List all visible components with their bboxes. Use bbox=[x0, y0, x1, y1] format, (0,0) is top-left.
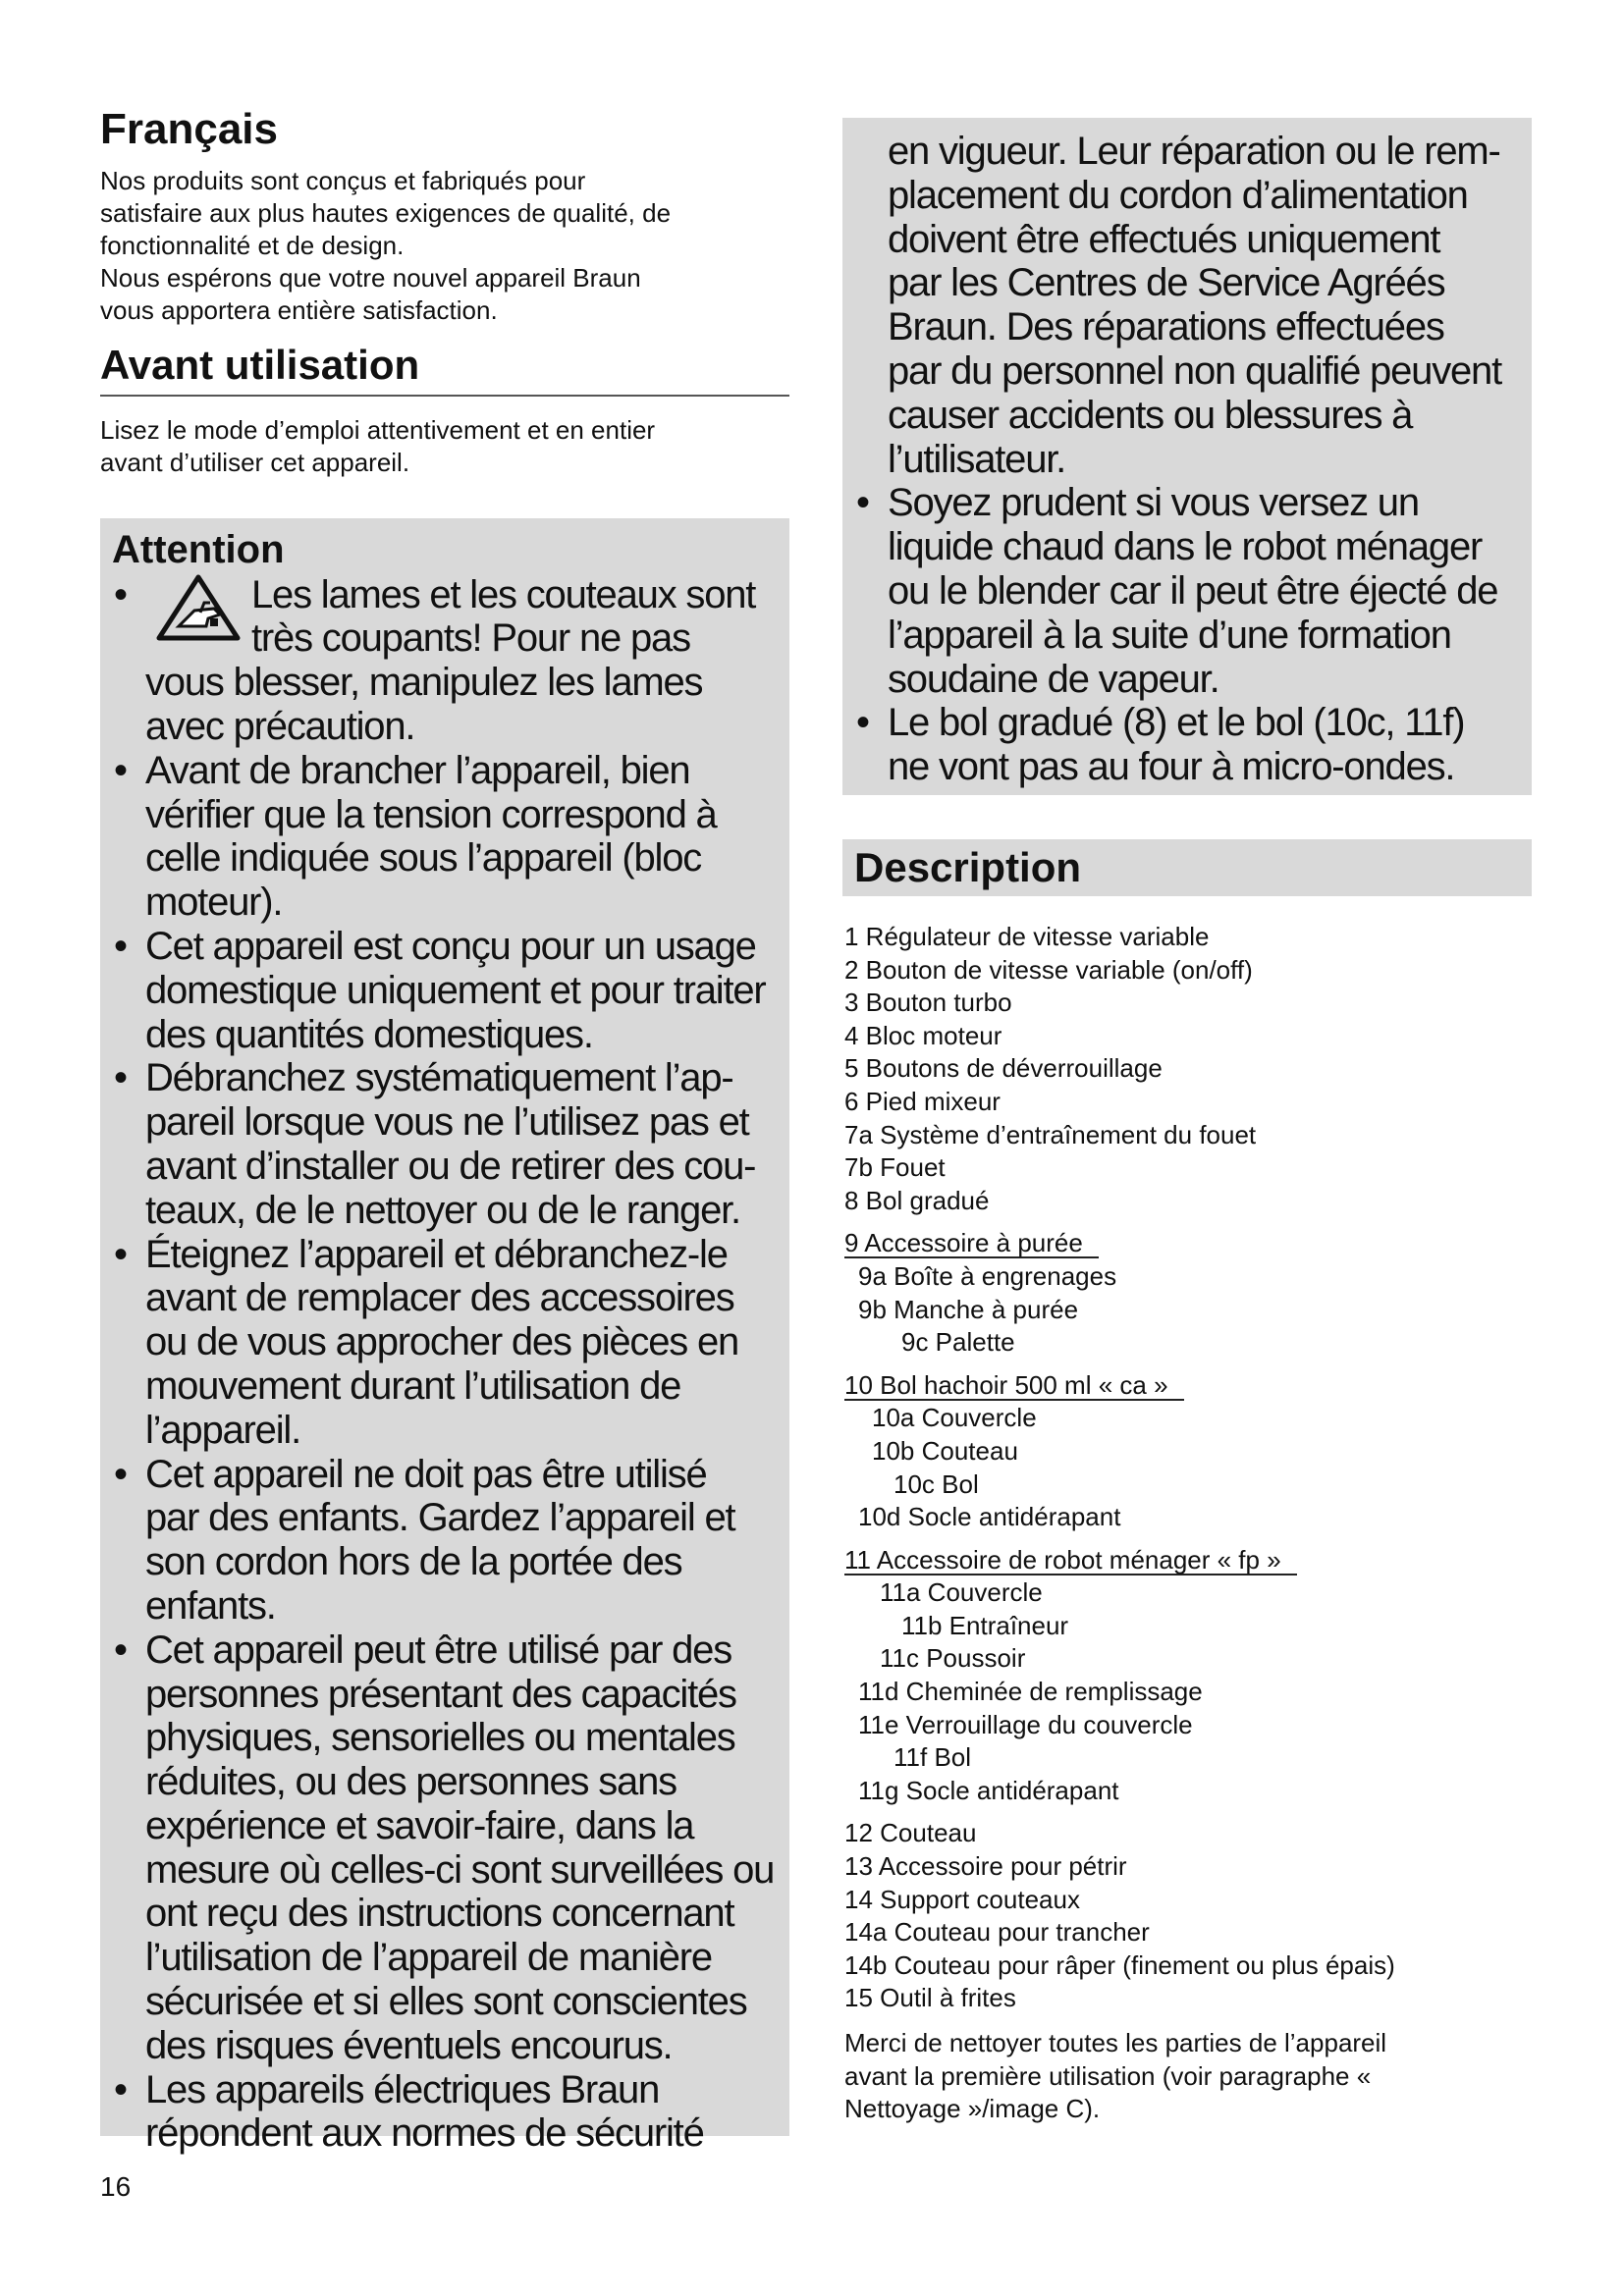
page-number: 16 bbox=[100, 2171, 132, 2202]
list-item: 11e Verrouillage du couvercle bbox=[858, 1709, 1193, 1739]
description-heading: Description bbox=[854, 844, 1082, 890]
bullet-line: son cordon hors de la portée des bbox=[145, 1540, 682, 1584]
attention-continued-list bbox=[854, 130, 1522, 789]
bullet-line: expérience et savoir-faire, dans la bbox=[145, 1803, 694, 1847]
bullet-dot: • bbox=[114, 1232, 127, 1276]
bullet-dot: • bbox=[856, 481, 869, 525]
attention-bullet bbox=[112, 573, 778, 749]
bullet-line: Soyez prudent si vous versez un bbox=[888, 481, 1419, 525]
bullet-line: Braun. Des réparations effectuées bbox=[888, 305, 1444, 349]
intro-line: satisfaire aux plus hautes exigences de qualité, de bbox=[100, 198, 672, 229]
list-item: 11f Bol bbox=[893, 1742, 972, 1773]
bullet-line: causer accidents ou blessures à bbox=[888, 393, 1413, 437]
attention-bullet bbox=[112, 2068, 778, 2157]
bullet-line: Débranchez systématiquement l’ap- bbox=[145, 1056, 733, 1100]
bullet-line: mesure où celles-ci sont surveillées ou bbox=[145, 1847, 775, 1892]
bullet-line: l’appareil à la suite d’une formation bbox=[888, 613, 1451, 657]
bullet-dot: • bbox=[114, 2067, 127, 2111]
list-item: 10c Bol bbox=[893, 1468, 979, 1499]
bullet-line: sécurisée et si elles sont conscientes bbox=[145, 1980, 747, 2024]
intro-line: Nous espérons que votre nouvel appareil Braun bbox=[100, 263, 641, 294]
bullet-line: teaux, de le nettoyer ou de le ranger. bbox=[145, 1188, 740, 1232]
group-title: 11 Accessoire de robot ménager « fp » bbox=[844, 1546, 1297, 1575]
bullet-line: par des enfants. Gardez l’appareil et bbox=[145, 1496, 735, 1540]
bullet-line: par les Centres de Service Agréés bbox=[888, 261, 1445, 305]
attention-bullet bbox=[112, 1453, 778, 1629]
list-item: 12 Couteau bbox=[844, 1818, 977, 1848]
attention-bullet bbox=[112, 1056, 778, 1232]
list-item: 9b Manche à purée bbox=[858, 1294, 1079, 1324]
bullet-line: Cet appareil ne doit pas être utilisé bbox=[145, 1452, 707, 1496]
bullet-line: l’utilisation de l’appareil de manière bbox=[145, 1936, 712, 1980]
attention-bullet bbox=[112, 749, 778, 925]
bullet-line: personnes présentant des capacités bbox=[145, 1672, 736, 1716]
language-title: Français bbox=[100, 105, 278, 153]
bullet-line: celle indiquée sous l’appareil (bloc bbox=[145, 836, 702, 881]
bullet-line: doivent être effectués uniquement bbox=[888, 217, 1440, 261]
list-item: 14 Support couteaux bbox=[844, 1884, 1080, 1914]
bullet-dot: • bbox=[114, 1056, 127, 1100]
note-line: avant la première utilisation (voir paragraphe « bbox=[844, 2060, 1372, 2091]
bullet-line: Cet appareil peut être utilisé par des bbox=[145, 1628, 731, 1672]
bullet-line: Les lames et les couteaux sont bbox=[251, 572, 756, 616]
list-item: 10d Socle antidérapant bbox=[858, 1502, 1121, 1532]
list-item: 2 Bouton de vitesse variable (on/off) bbox=[844, 954, 1253, 985]
note-line: Nettoyage »/image C). bbox=[844, 2094, 1101, 2124]
list-item: 11c Poussoir bbox=[880, 1643, 1026, 1674]
list-item: 9c Palette bbox=[901, 1327, 1015, 1358]
cleaning-note bbox=[844, 2027, 1532, 2126]
bullet-line: en vigueur. Leur réparation ou le rem- bbox=[888, 130, 1500, 173]
bullet-line: répondent aux normes de sécurité bbox=[145, 2111, 704, 2156]
bullet-dot: • bbox=[114, 572, 127, 616]
description-list bbox=[844, 921, 1532, 2126]
bullet-line: des risques éventuels encourus. bbox=[145, 2023, 673, 2067]
list-item: 10b Couteau bbox=[872, 1435, 1018, 1466]
bullet-line: placement du cordon d’alimentation bbox=[888, 173, 1468, 217]
bullet-line: Cet appareil est conçu pour un usage bbox=[145, 924, 756, 968]
attention-continued-box bbox=[842, 118, 1532, 795]
bullet-line: soudaine de vapeur. bbox=[888, 657, 1219, 701]
attention-bullet bbox=[112, 1233, 778, 1453]
list-item: 3 Bouton turbo bbox=[844, 988, 1012, 1018]
bullet-line: vous blesser, manipulez les lames bbox=[145, 661, 703, 705]
attention-box bbox=[100, 518, 789, 2156]
group-title: 9 Accessoire à purée bbox=[844, 1229, 1099, 1258]
list-item: 4 Bloc moteur bbox=[844, 1020, 1002, 1050]
bullet-line: vérifier que la tension correspond à bbox=[145, 792, 717, 836]
bullet-line: réduites, ou des personnes sans bbox=[145, 1760, 677, 1804]
bullet-line: l’appareil. bbox=[145, 1408, 301, 1452]
bullet-line: liquide chaud dans le robot ménager bbox=[888, 525, 1483, 569]
attention-heading: Attention bbox=[112, 527, 285, 571]
bullet-line: moteur). bbox=[145, 881, 283, 925]
bullet-dot: • bbox=[114, 1452, 127, 1496]
list-item: 10a Couvercle bbox=[872, 1403, 1037, 1433]
bullet-line: avant de remplacer des accessoires bbox=[145, 1276, 734, 1320]
bullet-line: très coupants! Pour ne pas bbox=[251, 616, 690, 661]
list-item: 8 Bol gradué bbox=[844, 1185, 990, 1215]
bullet-line: domestique uniquement et pour traiter bbox=[145, 968, 766, 1012]
list-item: 11d Cheminée de remplissage bbox=[858, 1677, 1203, 1707]
list-item: 9a Boîte à engrenages bbox=[858, 1260, 1117, 1291]
list-item: 5 Boutons de déverrouillage bbox=[844, 1053, 1163, 1084]
list-item: 1 Régulateur de vitesse variable bbox=[844, 922, 1210, 951]
attention-bullet bbox=[854, 701, 1522, 789]
bullet-dot: • bbox=[856, 701, 869, 745]
bullet-line: avant d’installer ou de retirer des cou- bbox=[145, 1144, 756, 1188]
before-use-text bbox=[100, 414, 789, 479]
before-use-heading: Avant utilisation bbox=[100, 343, 789, 396]
bullet-dot: • bbox=[114, 924, 127, 968]
bullet-line: des quantités domestiques. bbox=[145, 1012, 593, 1056]
list-item: 11g Socle antidérapant bbox=[858, 1775, 1119, 1805]
list-item: 11a Couvercle bbox=[880, 1577, 1043, 1608]
bullet-line: ou le blender car il peut être éjecté de bbox=[888, 568, 1498, 613]
list-item: 14b Couteau pour râper (finement ou plus épais) bbox=[844, 1949, 1395, 1980]
bullet-line: Les appareils électriques Braun bbox=[145, 2067, 660, 2111]
description-header bbox=[842, 839, 1532, 896]
bullet-line: Avant de brancher l’appareil, bien bbox=[145, 748, 690, 792]
bullet-line: ne vont pas au four à micro-ondes. bbox=[888, 745, 1455, 789]
before-use-line: avant d’utiliser cet appareil. bbox=[100, 447, 410, 477]
bullet-line: physiques, sensorielles ou mentales bbox=[145, 1716, 735, 1760]
attention-bullet bbox=[112, 1629, 778, 2068]
bullet-line: Éteignez l’appareil et débranchez-le bbox=[145, 1232, 728, 1276]
list-item: 6 Pied mixeur bbox=[844, 1086, 1001, 1116]
bullet-line: enfants. bbox=[145, 1583, 276, 1628]
bullet-line: par du personnel non qualifié peuvent bbox=[888, 348, 1501, 393]
left-column bbox=[100, 105, 789, 2156]
before-use-line: Lisez le mode d’emploi attentivement et en entier bbox=[100, 414, 656, 445]
bullet-line: ont reçu des instructions concernant bbox=[145, 1892, 734, 1936]
note-line: Merci de nettoyer toutes les parties de l’appareil bbox=[844, 2028, 1387, 2057]
warning-hand-icon bbox=[155, 573, 242, 642]
intro-line: Nos produits sont conçus et fabriqués pour bbox=[100, 166, 586, 196]
bullet-line: pareil lorsque vous ne l’utilisez pas et bbox=[145, 1100, 749, 1145]
group-title: 10 Bol hachoir 500 ml « ca » bbox=[844, 1371, 1184, 1401]
attention-bullet bbox=[112, 925, 778, 1056]
bullet-line: avec précaution. bbox=[145, 704, 415, 748]
bullet-dot: • bbox=[114, 1628, 127, 1672]
list-item: 15 Outil à frites bbox=[844, 1983, 1016, 2013]
attention-list bbox=[112, 573, 778, 2157]
intro-line: vous apportera entière satisfaction. bbox=[100, 295, 498, 326]
attention-bullet bbox=[854, 481, 1522, 701]
list-item: 11b Entraîneur bbox=[901, 1610, 1069, 1640]
list-item: 7b Fouet bbox=[844, 1152, 946, 1183]
bullet-dot: • bbox=[114, 748, 127, 792]
continued-text bbox=[854, 130, 1522, 481]
list-item: 14a Couteau pour trancher bbox=[844, 1917, 1150, 1948]
bullet-line: ou de vous approcher des pièces en bbox=[145, 1320, 739, 1364]
bullet-line: l’utilisateur. bbox=[888, 437, 1066, 481]
list-item: 7a Système d’entraînement du fouet bbox=[844, 1119, 1257, 1149]
list-item: 13 Accessoire pour pétrir bbox=[844, 1851, 1127, 1882]
bullet-line: mouvement durant l’utilisation de bbox=[145, 1363, 681, 1408]
intro-line: fonctionnalité et de design. bbox=[100, 231, 405, 261]
intro-paragraph bbox=[100, 165, 789, 327]
bullet-line: Le bol gradué (8) et le bol (10c, 11f) bbox=[888, 701, 1465, 745]
